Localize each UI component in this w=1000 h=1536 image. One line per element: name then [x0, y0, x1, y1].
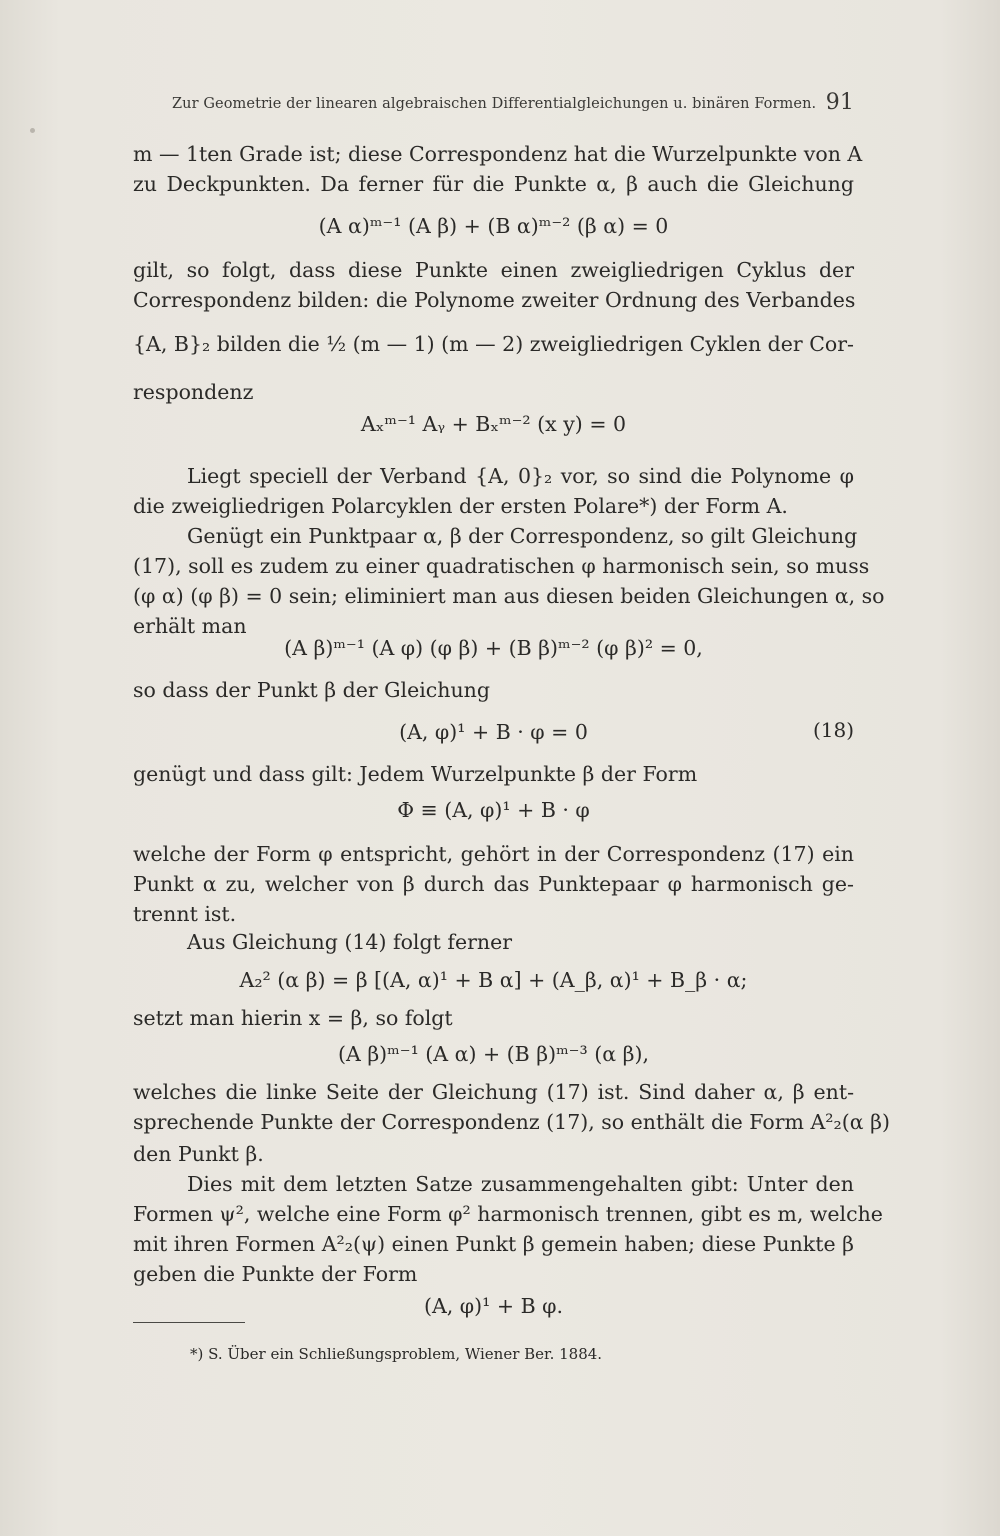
text-line: geben die Punkte der Form: [133, 1262, 418, 1286]
equation: A₂² (α β) = β [(A, α)¹ + B α] + (A_β, α)¹ + B_β · α;: [239, 968, 748, 992]
text-line: setzt man hierin x = β, so folgt: [133, 1006, 453, 1030]
text-line: welche der Form φ entspricht, gehört in der Correspondenz (17) ein: [133, 842, 854, 866]
text-line: Liegt speciell der Verband {A, 0}₂ vor, so sind die Polynome φ: [187, 464, 854, 488]
text-line: zu Deckpunkten. Da ferner für die Punkte α, β auch die Gleichung: [133, 172, 854, 196]
equation: Φ ≡ (A, φ)¹ + B · φ: [397, 798, 590, 822]
text-line: den Punkt β.: [133, 1142, 264, 1166]
equation-number: (18): [812, 718, 854, 742]
text-line: gilt, so folgt, dass diese Punkte einen zweigliedrigen Cyklus der: [133, 258, 854, 282]
text-line: die zweigliedrigen Polarcyklen der ersten Polare*) der Form A.: [133, 494, 788, 518]
text-line: Correspondenz bilden: die Polynome zweiter Ordnung des Verbandes: [133, 288, 856, 312]
running-header: [172, 90, 854, 115]
text-line: Punkt α zu, welcher von β durch das Punktepaar φ harmonisch ge-: [133, 872, 854, 896]
text-line: Dies mit dem letzten Satze zusammengehalten gibt: Unter den: [187, 1172, 854, 1196]
text-line: erhält man: [133, 614, 247, 638]
equation: (A β)ᵐ⁻¹ (A α) + (B β)ᵐ⁻³ (α β),: [338, 1042, 649, 1066]
text-line: sprechende Punkte der Correspondenz (17), so enthält die Form A²₂(α β): [133, 1110, 890, 1134]
equation: (A α)ᵐ⁻¹ (A β) + (B α)ᵐ⁻² (β α) = 0: [318, 214, 669, 238]
page-number: 91: [825, 90, 854, 115]
text-line: (17), soll es zudem zu einer quadratischen φ harmonisch sein, so muss: [133, 554, 870, 578]
paper-speck: [30, 128, 35, 133]
text-line: {A, B}₂ bilden die ½ (m — 1) (m — 2) zweigliedrigen Cyklen der Cor-: [133, 332, 854, 356]
text-line: trennt ist.: [133, 902, 237, 926]
text-line: welches die linke Seite der Gleichung (17) ist. Sind daher α, β ent-: [133, 1080, 854, 1104]
text-line: respondenz: [133, 380, 254, 404]
equation: (A β)ᵐ⁻¹ (A φ) (φ β) + (B β)ᵐ⁻² (φ β)² = 0,: [284, 636, 703, 660]
text-line: mit ihren Formen A²₂(ψ) einen Punkt β gemein haben; diese Punkte β: [133, 1232, 854, 1256]
equation: (A, φ)¹ + B φ.: [423, 1294, 564, 1318]
text-line: genügt und dass gilt: Jedem Wurzelpunkte β der Form: [133, 762, 698, 786]
text-line: so dass der Punkt β der Gleichung: [133, 678, 490, 702]
text-line: m — 1ten Grade ist; diese Correspondenz hat die Wurzelpunkte von A: [133, 142, 863, 166]
footnote-rule: [133, 1322, 245, 1323]
running-title: Zur Geometrie der linearen algebraischen Differentialgleichungen u. binären Formen.: [172, 96, 817, 112]
footnote: *) S. Über ein Schließungsproblem, Wiener Ber. 1884.: [190, 1345, 603, 1363]
equation: Aₓᵐ⁻¹ Aᵧ + Bₓᵐ⁻² (x y) = 0: [360, 412, 627, 436]
text-line: Aus Gleichung (14) folgt ferner: [187, 930, 513, 954]
text-line: (φ α) (φ β) = 0 sein; eliminiert man aus diesen beiden Gleichungen α, so: [133, 584, 885, 608]
text-line: Genügt ein Punktpaar α, β der Correspondenz, so gilt Gleichung: [187, 524, 858, 548]
text-line: Formen ψ², welche eine Form φ² harmonisch trennen, gibt es m, welche: [133, 1202, 883, 1226]
equation: (A, φ)¹ + B · φ = 0: [399, 720, 588, 744]
